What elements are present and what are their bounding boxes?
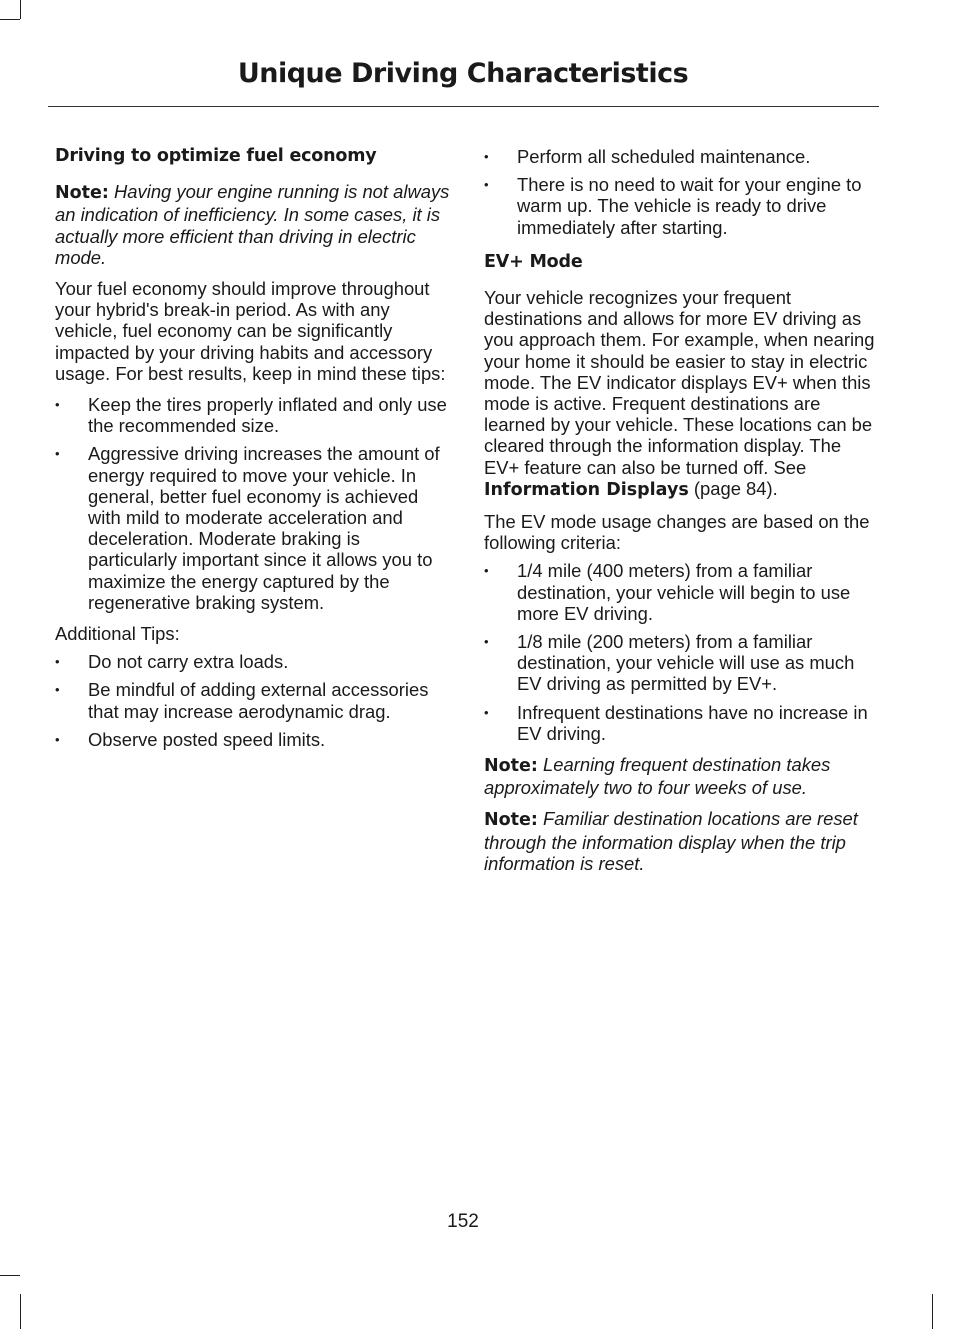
note-text: Having your engine running is not always an indication of inefficiency. In some cases, it is actually more efficient than driving in electric mode. bbox=[55, 181, 450, 268]
crop-mark-bottom-left-h bbox=[0, 1275, 20, 1276]
list-item: • 1/8 mile (200 meters) from a familiar destination, your vehicle will use as much EV driving as permitted by EV+. bbox=[484, 631, 879, 695]
list-item: • Observe posted speed limits. bbox=[55, 729, 450, 750]
note-familiar-reset bbox=[484, 808, 879, 874]
page-reference: (page 84). bbox=[693, 477, 778, 499]
list-item: • Infrequent destinations have no increase in EV driving. bbox=[484, 702, 879, 744]
page-title: Unique Driving Characteristics bbox=[237, 58, 689, 89]
paragraph-break-in: Your fuel economy should improve throughout your hybrid's break-in period. As with any vehicle, fuel economy can be significantly impacted by your driving habits and accessory usage. For best results, keep in mind these tips: bbox=[55, 278, 446, 384]
title-divider bbox=[48, 106, 879, 107]
maintenance-list bbox=[484, 146, 879, 238]
page-number: 152 bbox=[447, 1211, 479, 1232]
list-item: • Perform all scheduled maintenance. bbox=[484, 146, 879, 167]
section-heading-fuel-economy: Driving to optimize fuel economy bbox=[55, 146, 377, 166]
note-label: Note: bbox=[55, 183, 109, 204]
section-heading-ev-plus: EV+ Mode bbox=[484, 251, 583, 272]
list-item: • Do not carry extra loads. bbox=[55, 651, 450, 672]
note-learning bbox=[484, 754, 879, 798]
note-text: Learning frequent destination takes approximately two to four weeks of use. bbox=[484, 754, 831, 799]
crop-mark-top-left-h bbox=[0, 19, 20, 20]
crop-mark-top-left-v bbox=[20, 0, 21, 19]
tips-list bbox=[55, 394, 450, 613]
crop-mark-bottom-left-v bbox=[20, 1294, 21, 1329]
list-item: • There is no need to wait for your engine to warm up. The vehicle is ready to drive immediately after starting. bbox=[484, 174, 879, 238]
information-displays-link[interactable]: Information Displays bbox=[484, 479, 689, 500]
note-engine-running bbox=[55, 181, 450, 268]
additional-tips-list bbox=[55, 651, 450, 750]
paragraph-criteria: The EV mode usage changes are based on the following criteria: bbox=[484, 511, 870, 554]
additional-tips-label: Additional Tips: bbox=[55, 623, 180, 645]
note-text: Familiar destination locations are reset through the information display when the trip information is reset. bbox=[484, 808, 858, 874]
criteria-list bbox=[484, 560, 879, 744]
list-item: • Keep the tires properly inflated and only use the recommended size. bbox=[55, 394, 450, 436]
list-item: • Aggressive driving increases the amount of energy required to move your vehicle. In general, better fuel economy is achieved with mild to moderate acceleration and deceleration. Moderate braking is particularly important since it allows you to maximize the energy captured by the regenerative braking system. bbox=[55, 443, 450, 613]
list-item: • 1/4 mile (400 meters) from a familiar destination, your vehicle will begin to use more EV driving. bbox=[484, 560, 879, 624]
paragraph-ev-plus bbox=[484, 287, 879, 501]
note-label: Note: bbox=[484, 756, 538, 777]
right-column bbox=[484, 146, 879, 884]
left-column bbox=[55, 146, 450, 760]
paragraph-text: Your vehicle recognizes your frequent destinations and allows for more EV driving as you approach them. For example, when nearing your home it should be easier to stay in electric mode. The EV indicator displays EV+ when this mode is active. Frequent destinations are learned by your vehicle. These locations can be cleared through the information display. The EV+ feature can also be turned off. See bbox=[484, 287, 875, 478]
list-item: • Be mindful of adding external accessories that may increase aerodynamic drag. bbox=[55, 679, 450, 721]
note-label: Note: bbox=[484, 810, 538, 831]
crop-mark-bottom-right-v bbox=[932, 1294, 933, 1329]
